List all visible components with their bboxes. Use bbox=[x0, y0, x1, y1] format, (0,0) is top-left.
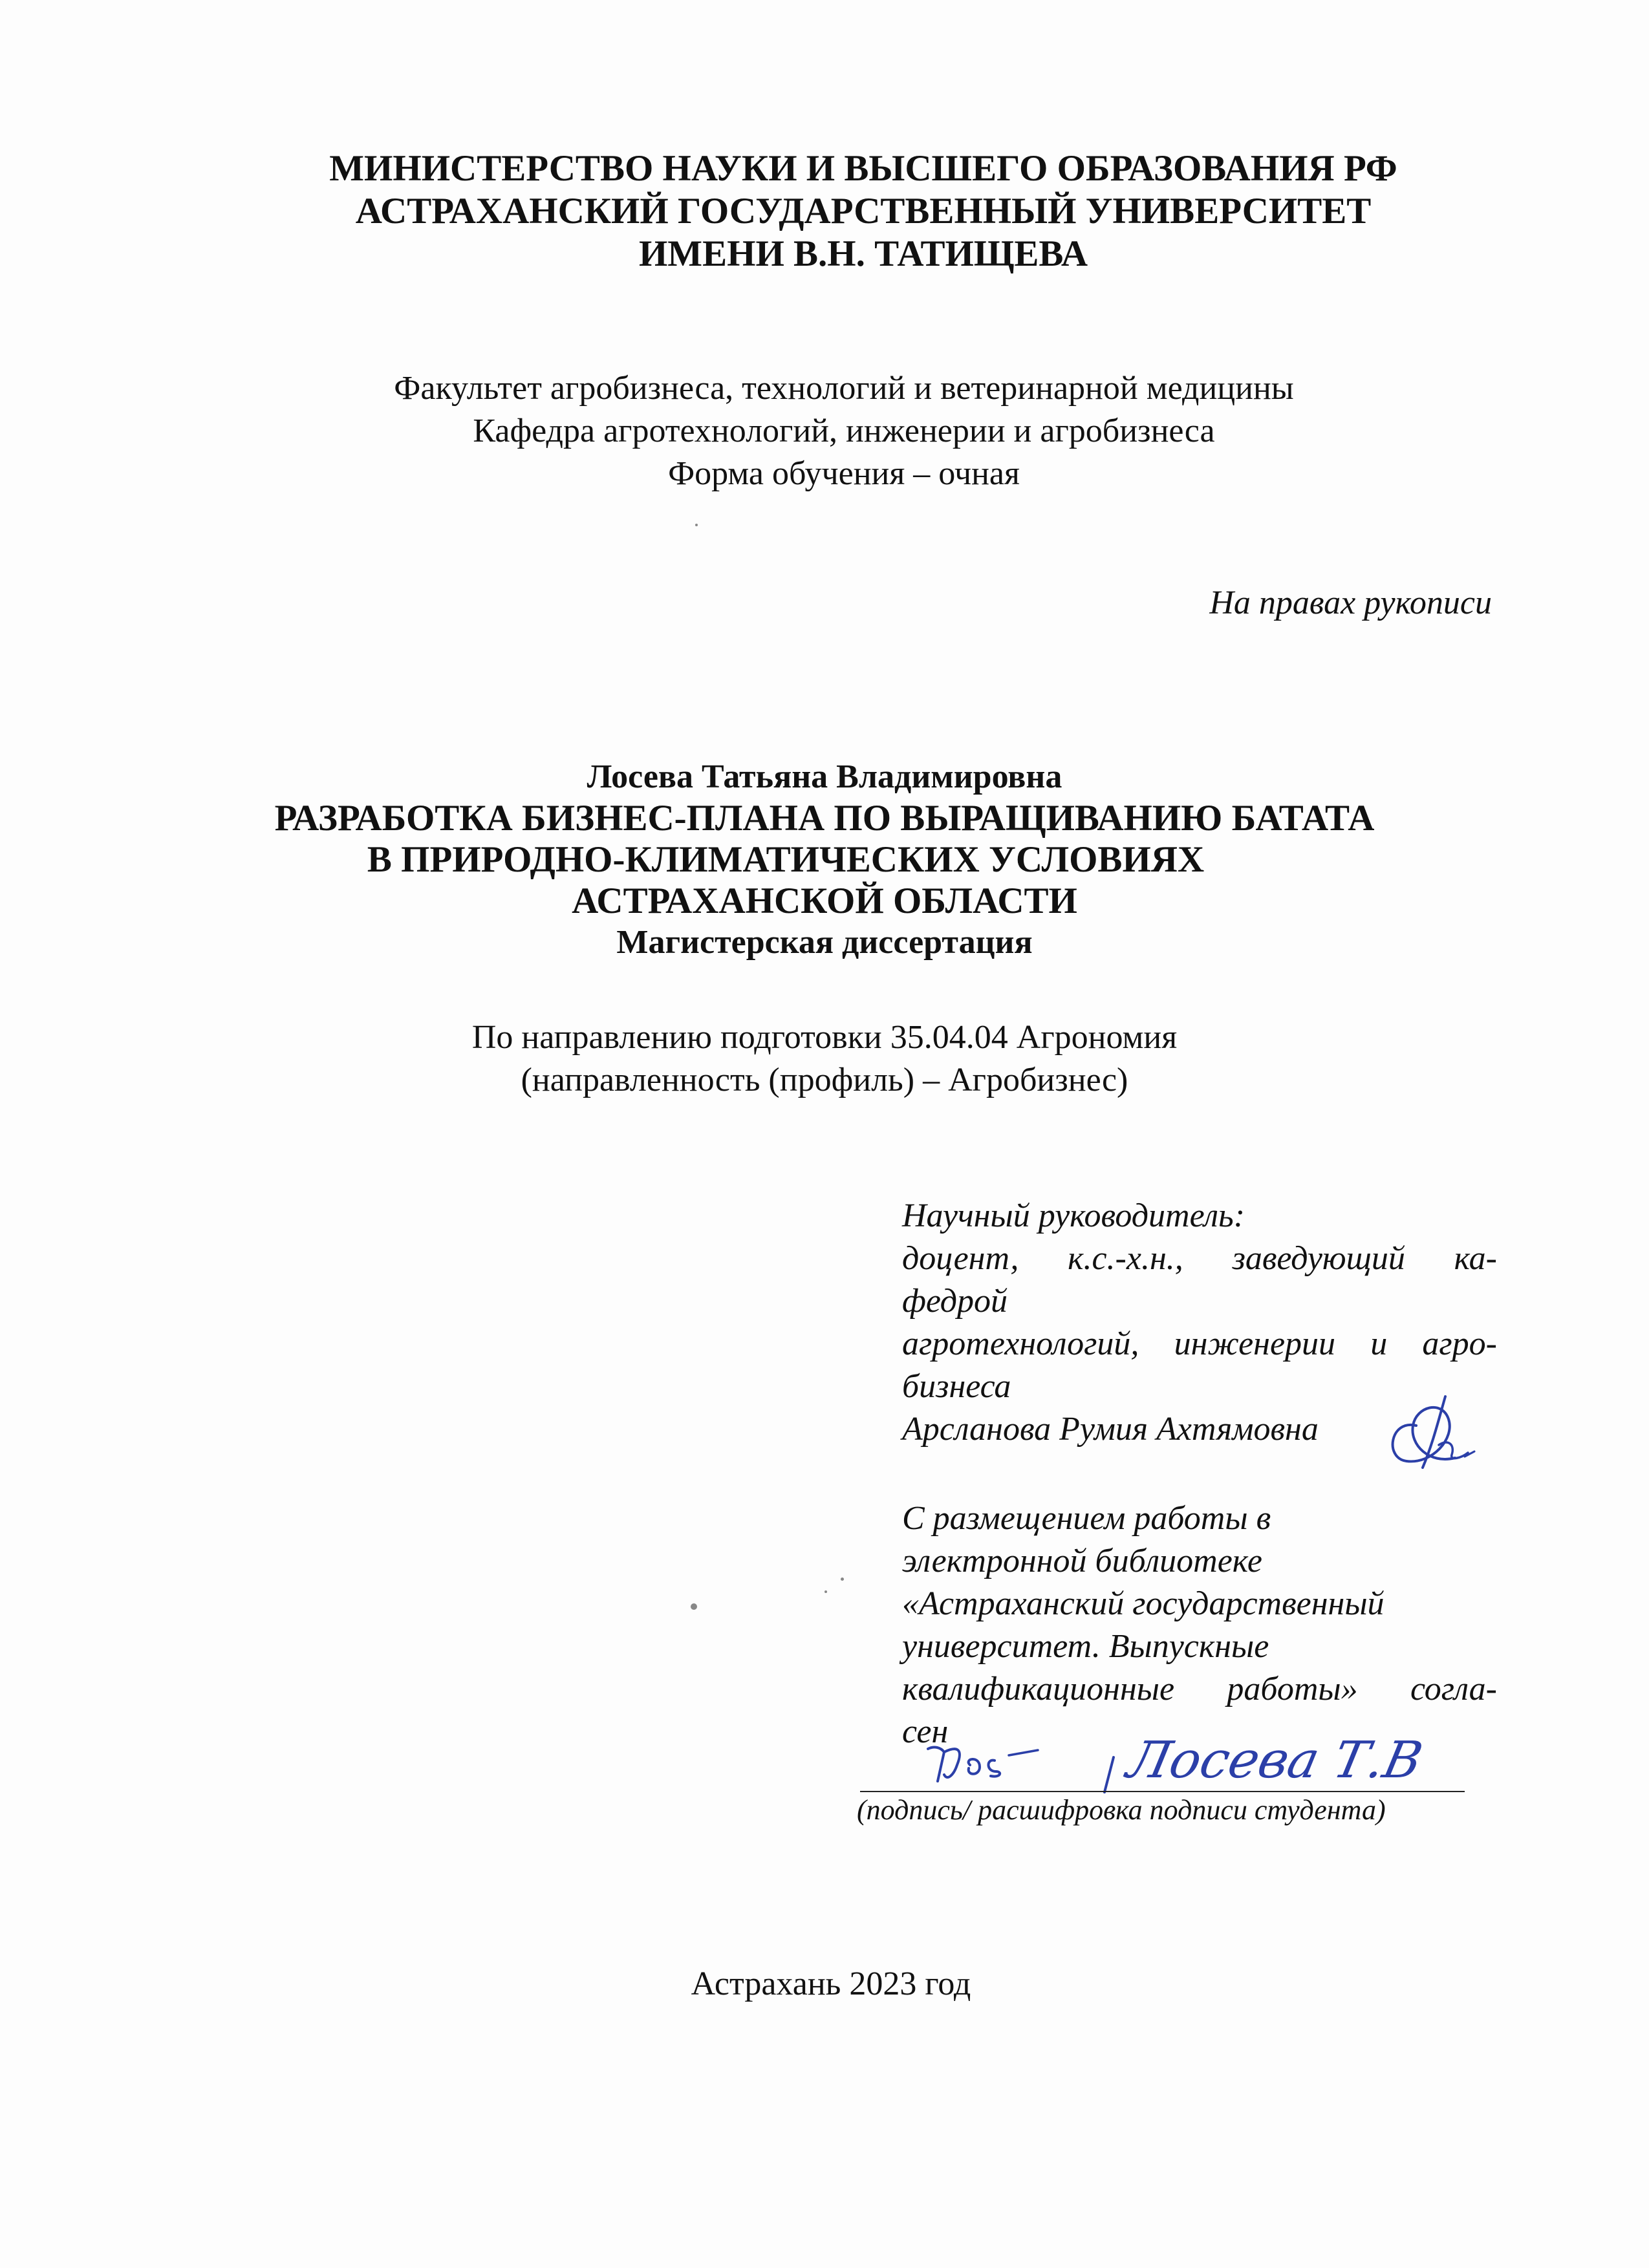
city-year-text: Астрахань 2023 год bbox=[691, 1965, 971, 2002]
signature-caption: (подпись/ расшифровка подписи студента) bbox=[857, 1794, 1386, 1826]
scan-speck bbox=[841, 1578, 844, 1581]
consent-block bbox=[902, 1497, 1497, 1753]
consent-line: С размещением работы в bbox=[902, 1500, 1271, 1537]
department-line: Кафедра агротехнологий, инженерии и агробизнеса bbox=[473, 412, 1215, 449]
consent-line: «Астраханский государственный bbox=[902, 1585, 1385, 1622]
consent-line: сен bbox=[902, 1713, 949, 1750]
ministry-line: МИНИСТЕРСТВО НАУКИ И ВЫСШЕГО ОБРАЗОВАНИЯ РФ bbox=[329, 148, 1397, 189]
thesis-title-line: АСТРАХАНСКОЙ ОБЛАСТИ bbox=[572, 881, 1077, 921]
thesis-title-line: В ПРИРОДНО-КЛИМАТИЧЕСКИХ УСЛОВИЯХ bbox=[367, 839, 1205, 880]
direction-block bbox=[0, 1016, 1649, 1102]
supervisor-line: агротехнологий, инженерии и агро- bbox=[902, 1325, 1497, 1362]
supervisor-line: федрой bbox=[902, 1283, 1008, 1320]
scan-speck bbox=[824, 1590, 827, 1593]
faculty-block bbox=[19, 367, 1649, 495]
supervisor-line: бизнеса bbox=[902, 1368, 1011, 1405]
supervisor-label: Научный руководитель: bbox=[902, 1197, 1245, 1234]
scan-speck bbox=[695, 524, 698, 526]
author-name: Лосева Татьяна Владимировна bbox=[587, 758, 1062, 795]
thesis-block bbox=[0, 756, 1649, 963]
study-form-line: Форма обучения – очная bbox=[668, 455, 1020, 492]
supervisor-line: доцент, к.с.-х.н., заведующий ка- bbox=[902, 1240, 1497, 1277]
university-name-line: ИМЕНИ В.Н. ТАТИЩЕВА bbox=[638, 233, 1088, 274]
thesis-type: Магистерская диссертация bbox=[616, 924, 1033, 961]
thesis-title-line: РАЗРАБОТКА БИЗНЕС-ПЛАНА ПО ВЫРАЩИВАНИЮ БАТАТА bbox=[274, 798, 1375, 839]
supervisor-block bbox=[902, 1195, 1497, 1451]
consent-line: квалификационные работы» согла- bbox=[902, 1671, 1497, 1707]
consent-line: электронной библиотеке bbox=[902, 1543, 1262, 1579]
university-line: АСТРАХАНСКИЙ ГОСУДАРСТВЕННЫЙ УНИВЕРСИТЕТ bbox=[355, 191, 1372, 231]
profile-line: (направленность (профиль) – Агробизнес) bbox=[521, 1062, 1128, 1098]
student-signature-text: Лосева Т.В bbox=[1122, 1731, 1428, 1790]
direction-line: По направлению подготовки 35.04.04 Агрономия bbox=[471, 1019, 1178, 1056]
manuscript-note: На правах рукописи bbox=[1209, 584, 1492, 621]
faculty-line: Факультет агробизнеса, технологий и ветеринарной медицины bbox=[394, 370, 1294, 407]
city-year bbox=[6, 1963, 1649, 2006]
scan-speck bbox=[691, 1603, 697, 1610]
supervisor-name: Арсланова Румия Ахтямовна bbox=[902, 1411, 1319, 1448]
ministry-header bbox=[39, 147, 1649, 275]
consent-line: университет. Выпускные bbox=[902, 1628, 1269, 1665]
